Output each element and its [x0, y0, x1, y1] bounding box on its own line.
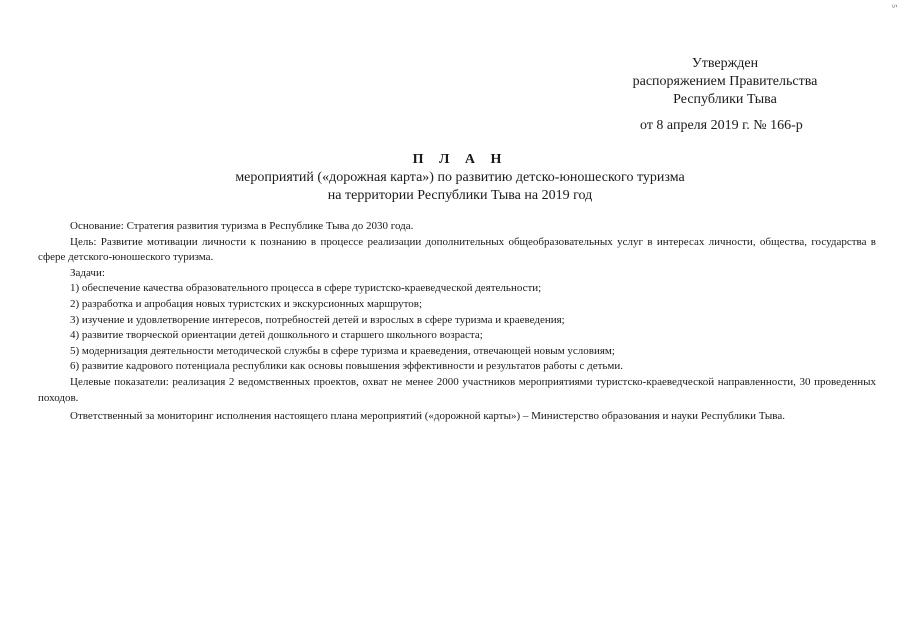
approval-line-approved: Утвержден [691, 56, 759, 71]
approval-stamp [590, 55, 860, 109]
basis-paragraph: Основание: Стратегия развития туризма в Республике Тыва до 2030 года. [70, 220, 414, 232]
document-title-block [150, 151, 770, 205]
tasks-label: Задачи: [70, 266, 105, 279]
document-title: П Л А Н [412, 152, 508, 167]
approval-line-republic: Республики Тыва [673, 92, 777, 107]
task-item-4: 4) развитие творческой ориентации детей дошкольного и старшего школьного возраста; [70, 329, 483, 342]
document-subtitle-line-2: на территории Республики Тыва на 2019 год [327, 188, 593, 203]
approval-line-order: распоряжением Правительства [632, 74, 818, 89]
page-corner-mark: 5 [889, 4, 898, 8]
task-item-2: 2) разработка и апробация новых туристских и экскурсионных маршрутов; [70, 297, 423, 310]
targets-paragraph: Целевые показатели: реализация 2 ведомственных проектов, охват не менее 2000 участников мероприятиями туристско-краеведческой направленности, 30 проведенных походов. [38, 375, 876, 404]
document-body [38, 219, 876, 425]
task-item-1: 1) обеспечение качества образовательного процесса в сфере туристско-краеведческой деятельности; [70, 282, 542, 295]
task-item-5: 5) модернизация деятельности методической службы в сфере туризма и краеведения, отвечающей новым условиям; [70, 344, 615, 357]
responsible-paragraph: Ответственный за мониторинг исполнения настоящего плана мероприятий («дорожной карты») – Министерство образования и науки Республики Тыва. [70, 410, 785, 423]
task-item-3: 3) изучение и удовлетворение интересов, потребностей детей и взрослых в сфере туризма и краеведения; [70, 313, 565, 326]
goal-paragraph: Цель: Развитие мотивации личности к познанию в процессе реализации дополнительных общеобразовательных услуг в интересах личности, общества, государства в сфере детского-юношеского туризма. [38, 235, 876, 264]
approval-date: от 8 апреля 2019 г. № 166-р [640, 118, 803, 133]
task-item-6: 6) развитие кадрового потенциала республики как основы повышения эффективности и результатов работы с детьми. [70, 360, 624, 373]
document-subtitle-line-1: мероприятий («дорожная карта») по развитию детско-юношеского туризма [235, 170, 685, 185]
